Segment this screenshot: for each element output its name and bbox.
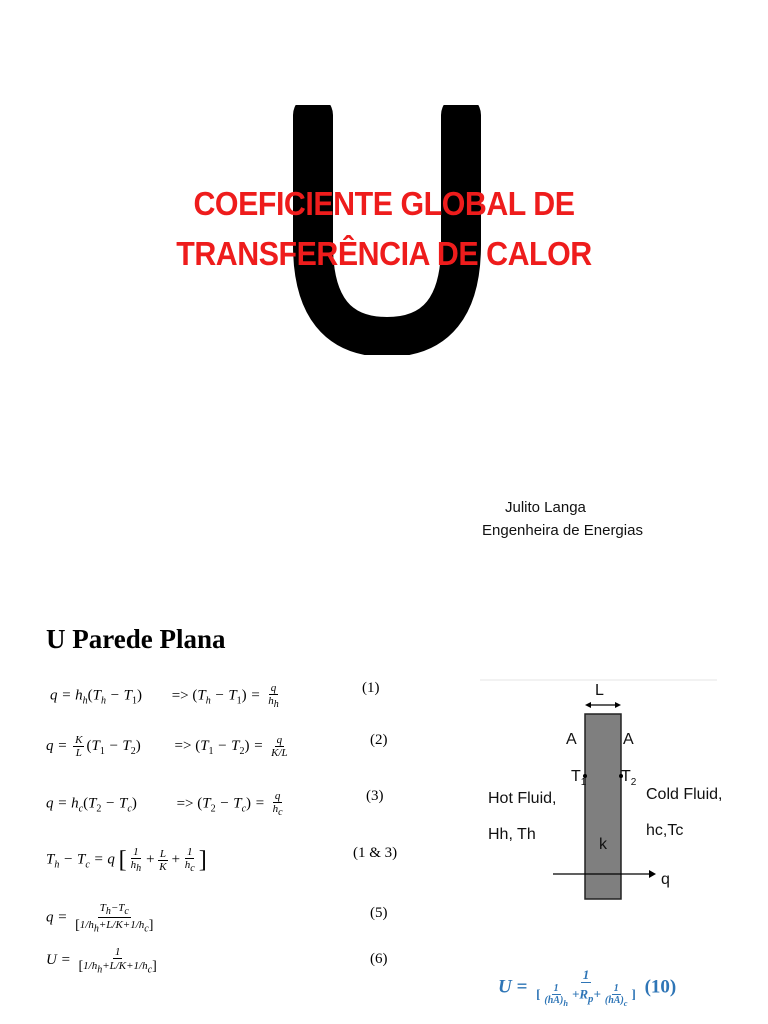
arrow: => xyxy=(174,738,192,755)
equation-10: U = 1 [ $\frac{1}{(hA)_h}$ $+R_p+$ $\frac{1}{(hA)_c}$ ] (10) xyxy=(498,967,677,1009)
hot-props-label: Hh, Th xyxy=(488,826,536,843)
equation-2: q = $\frac{K}{L}$ $(T_1 - T_2) => (T_1 - T_2)$ = $\frac{q}{K/L}$ xyxy=(46,734,288,760)
big-u-letter xyxy=(285,105,490,355)
arrow: => xyxy=(176,795,194,812)
plane-wall-diagram xyxy=(480,678,723,908)
author-role: Engenheira de Energias xyxy=(482,522,643,539)
area-left-label: A xyxy=(566,731,577,748)
thickness-label: L xyxy=(595,682,604,699)
arrow: => xyxy=(171,687,189,704)
equation-5: q = $\frac{T_h-T_c}{[1/h_h+L/K+1/h_c]}$ xyxy=(46,902,154,935)
eq-number-1-3: (1 & 3) xyxy=(353,845,398,861)
heat-flux-label: q xyxy=(661,871,670,888)
eq-number-2: (2) xyxy=(370,732,388,748)
eq-number-6: (6) xyxy=(370,951,388,967)
eq-number-3: (3) xyxy=(366,788,384,804)
equation-3: $q = h_c(T_2 - T_c) => (T_2 - T_c)$ = $\frac{q}{h_c}$ xyxy=(46,790,283,819)
conductivity-label: k xyxy=(599,836,607,853)
eq-number-10: (10) xyxy=(644,976,677,998)
t1-label: $T_1$ xyxy=(571,768,587,789)
author-name: Julito Langa xyxy=(505,499,586,516)
cold-props-label: hc,Tc xyxy=(646,822,684,839)
plane-wall-slide xyxy=(0,600,768,1024)
equation-combined: $T_h - T_c = q$ [ $\frac{1}{h_h}$ + $\frac{L}{K}$ + $\frac{1}{h_c}$ ] xyxy=(46,846,207,875)
t2-label: $T_2$ xyxy=(621,768,637,789)
title-line-2: TRANSFERÊNCIA DE CALOR xyxy=(176,235,592,272)
area-right-label: A xyxy=(623,731,634,748)
cold-fluid-label: Cold Fluid, xyxy=(646,786,723,803)
eq-number-5: (5) xyxy=(370,905,388,921)
equation-1: $q = h_h(T_h - T_1) => (T_h - T_1)$ = $\frac{q}{h_h}$ xyxy=(50,682,279,711)
hot-fluid-label: Hot Fluid, xyxy=(488,790,557,807)
slide-heading: U Parede Plana xyxy=(46,624,226,654)
eq-number-1: (1) xyxy=(362,680,380,696)
equation-6: U = $\frac{1}{[1/h_h+L/K+1/h_c]}$ xyxy=(46,946,157,976)
title-line-1: COEFICIENTE GLOBAL DE xyxy=(193,185,575,222)
